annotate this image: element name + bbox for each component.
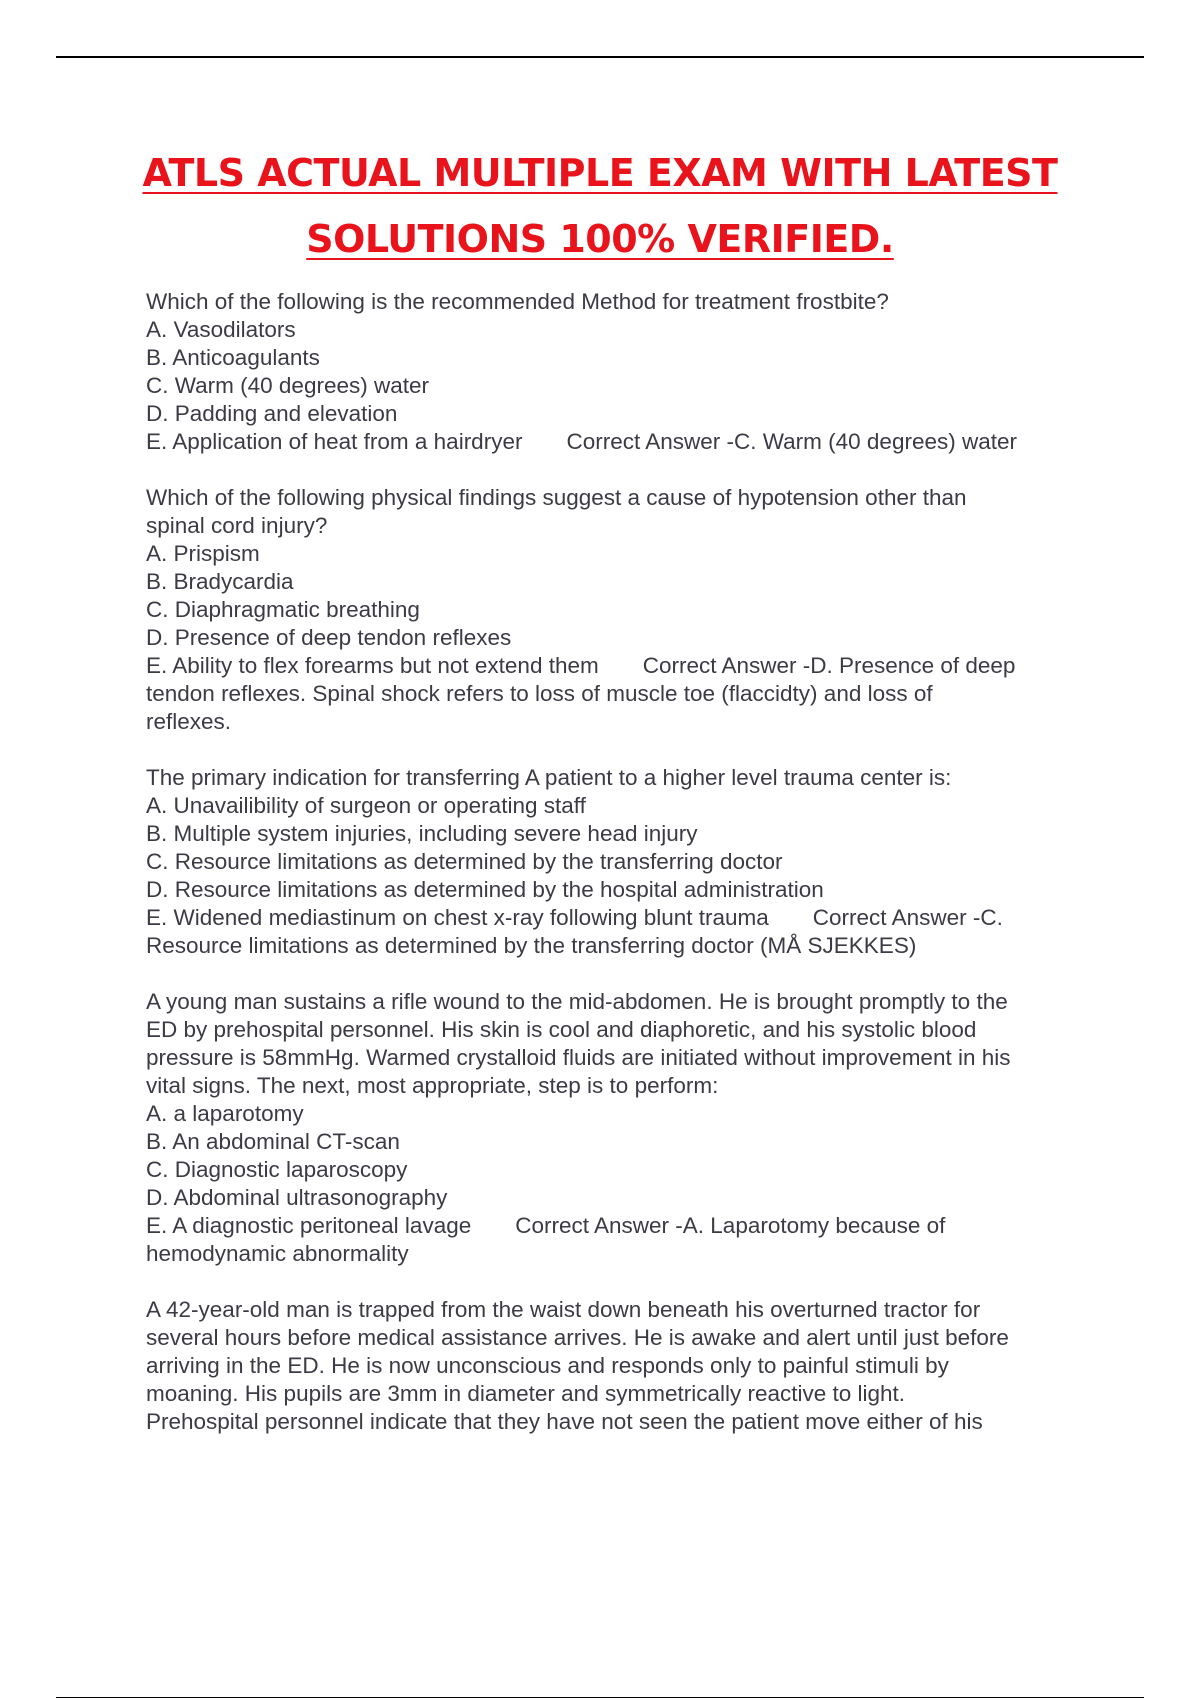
question-stem: The primary indication for transferring A patient to a higher level trauma center is: (146, 765, 952, 790)
correct-answer: Correct Answer -D. Presence of deep (642, 653, 1016, 678)
option-e: E. Application of heat from a hairdryer (146, 429, 523, 454)
option-e: E. Widened mediastinum on chest x-ray following blunt trauma (146, 905, 769, 930)
option-b: B. Anticoagulants (146, 345, 320, 370)
option-e-with-answer (146, 428, 1096, 456)
option-d: D. Resource limitations as determined by the hospital administration (146, 877, 824, 902)
question-stem-line: A 42-year-old man is trapped from the waist down beneath his overturned tractor for (146, 1297, 981, 1322)
question-4 (146, 988, 1096, 1268)
question-1 (146, 288, 1096, 456)
question-stem-line: pressure is 58mmHg. Warmed crystalloid fluids are initiated without improvement in his (146, 1045, 1011, 1070)
question-stem-line: Which of the following physical findings suggest a cause of hypotension other than (146, 485, 967, 510)
document-title (0, 140, 1200, 272)
option-b: B. Multiple system injuries, including severe head injury (146, 821, 698, 846)
question-stem-line: arriving in the ED. He is now unconscious and responds only to painful stimuli by (146, 1353, 949, 1378)
option-d: D. Presence of deep tendon reflexes (146, 625, 512, 650)
option-a: A. Unavailibility of surgeon or operating staff (146, 793, 586, 818)
question-3 (146, 764, 1096, 960)
title-line-2: SOLUTIONS 100% VERIFIED. (306, 217, 894, 261)
answer-explanation-line: hemodynamic abnormality (146, 1241, 409, 1266)
option-a: A. Vasodilators (146, 317, 296, 342)
option-e: E. Ability to flex forearms but not extend them (146, 653, 599, 678)
option-e-with-answer (146, 652, 1096, 680)
option-e-with-answer (146, 1212, 1096, 1240)
answer-explanation-line: Resource limitations as determined by the transferring doctor (MÅ SJEKKES) (146, 933, 917, 958)
option-c: C. Diagnostic laparoscopy (146, 1157, 408, 1182)
answer-explanation-line: reflexes. (146, 709, 232, 734)
option-d: D. Padding and elevation (146, 401, 398, 426)
footer-rule (56, 1697, 1144, 1698)
option-c: C. Warm (40 degrees) water (146, 373, 429, 398)
option-d: D. Abdominal ultrasonography (146, 1185, 448, 1210)
option-b: B. Bradycardia (146, 569, 294, 594)
question-stem-line: several hours before medical assistance arrives. He is awake and alert until just before (146, 1325, 1009, 1350)
correct-answer: Correct Answer -C. Warm (40 degrees) water (566, 429, 1017, 454)
question-2 (146, 484, 1096, 736)
question-stem-line: vital signs. The next, most appropriate, step is to perform: (146, 1073, 719, 1098)
question-stem-line: A young man sustains a rifle wound to the mid-abdomen. He is brought promptly to the (146, 989, 1008, 1014)
question-list (146, 288, 1096, 1464)
option-c: C. Resource limitations as determined by the transferring doctor (146, 849, 783, 874)
option-a: A. Prispism (146, 541, 260, 566)
answer-explanation-line: tendon reflexes. Spinal shock refers to loss of muscle toe (flaccidty) and loss of (146, 681, 933, 706)
header-rule (56, 56, 1144, 58)
question-5 (146, 1296, 1096, 1436)
correct-answer: Correct Answer -A. Laparotomy because of (515, 1213, 946, 1238)
option-a: A. a laparotomy (146, 1101, 304, 1126)
question-stem-line: moaning. His pupils are 3mm in diameter and symmetrically reactive to light. (146, 1381, 906, 1406)
option-e-with-answer (146, 904, 1096, 932)
correct-answer: Correct Answer -C. (812, 905, 1003, 930)
question-stem-line: ED by prehospital personnel. His skin is cool and diaphoretic, and his systolic blood (146, 1017, 977, 1042)
option-c: C. Diaphragmatic breathing (146, 597, 420, 622)
question-stem-line: spinal cord injury? (146, 513, 328, 538)
option-b: B. An abdominal CT-scan (146, 1129, 400, 1154)
option-e: E. A diagnostic peritoneal lavage (146, 1213, 472, 1238)
question-stem-line: Prehospital personnel indicate that they have not seen the patient move either of his (146, 1409, 983, 1434)
question-stem: Which of the following is the recommended Method for treatment frostbite? (146, 289, 889, 314)
title-line-1: ATLS ACTUAL MULTIPLE EXAM WITH LATEST (142, 151, 1058, 195)
